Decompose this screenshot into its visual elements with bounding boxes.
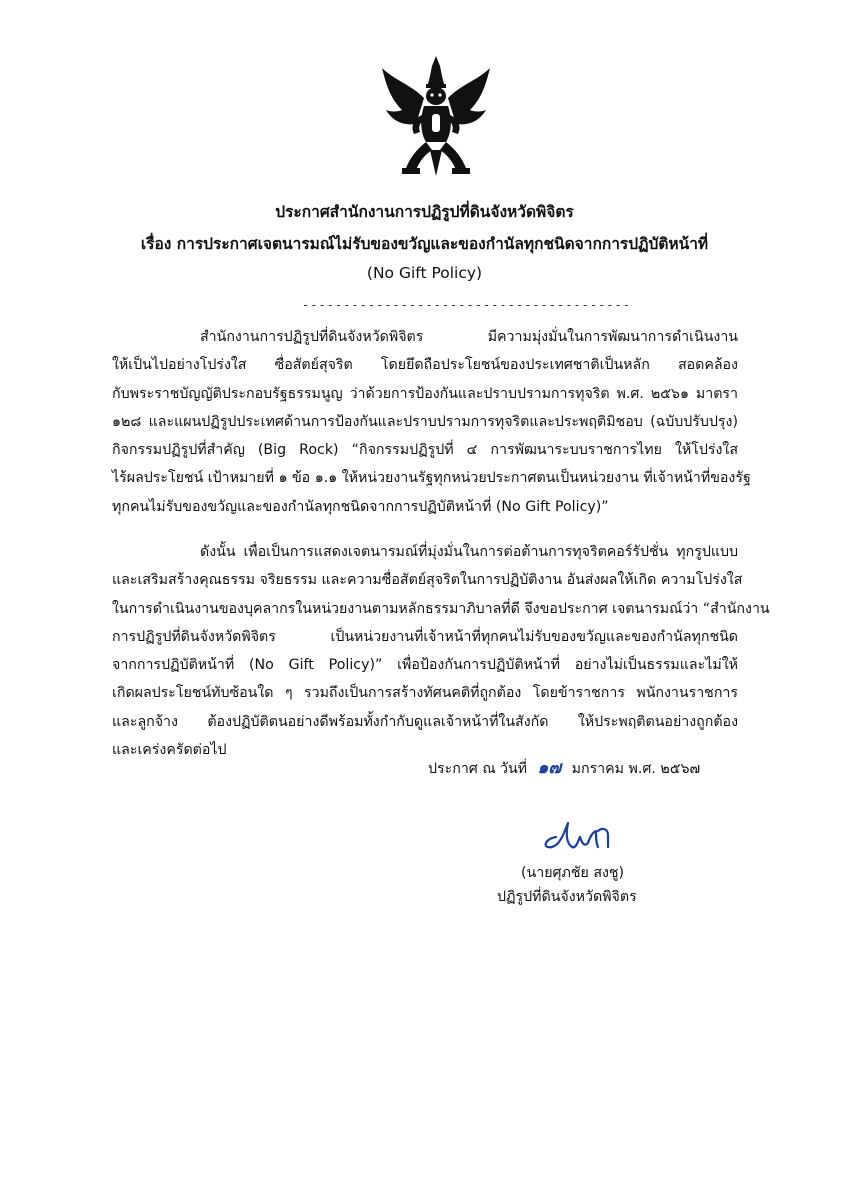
announcement-date — [428, 754, 700, 781]
paragraph-line: กิจกรรมปฏิรูปที่สำคัญ (Big Rock) “กิจกรรมปฏิรูปที่ ๔ การพัฒนาระบบราชการไทย ให้โปร่งใส — [112, 442, 738, 459]
paragraph-line: ไร้ผลประโยชน์ เป้าหมายที่ ๑ ข้อ ๑.๑ ให้หน่วยงานรัฐทุกหน่วยประกาศตนเป็นหน่วยงาน ที่เจ้าหน้าที่ของรัฐ — [112, 470, 751, 487]
paragraph-1 — [112, 323, 751, 521]
paragraph-2 — [112, 538, 770, 764]
policy-name: (No Gift Policy) — [366, 264, 483, 282]
signer-name: (นายศุภชัย สงชู) — [521, 865, 625, 881]
paragraph-line: กับพระราชบัญญัติประกอบรัฐธรรมนูญ ว่าด้วยการป้องกันและปราบปรามการทุจริต พ.ศ. ๒๕๖๑ มาตรา — [112, 385, 738, 402]
date-prefix: ประกาศ ณ วันที่ — [428, 761, 528, 777]
paragraph-line: ๑๒๘ และแผนปฏิรูปประเทศด้านการป้องกันและปราบปรามการทุจริตและประพฤติมิชอบ (ฉบับปรับปรุง) — [112, 413, 738, 430]
announcement-title: ประกาศสำนักงานการปฏิรูปที่ดินจังหวัดพิจิตร — [275, 203, 574, 221]
paragraph-line: การปฏิรูปที่ดินจังหวัดพิจิตร เป็นหน่วยงานที่เจ้าหน้าที่ทุกคนไม่รับของขวัญและของกำนัลทุกชนิด — [112, 628, 738, 645]
announcement-subject: เรื่อง การประกาศเจตนารมณ์ไม่รับของขวัญและของกำนัลทุกชนิดจากการปฏิบัติหน้าที่ — [140, 235, 709, 253]
divider-line: ---------------------------------------- — [302, 298, 631, 312]
paragraph-line: ทุกคนไม่รับของขวัญและของกำนัลทุกชนิดจากการปฏิบัติหน้าที่ (No Gift Policy)” — [112, 498, 609, 515]
paragraph-line: ในการดำเนินงานของบุคลากรในหน่วยงานตามหลักธรรมาภิบาลที่ดี จึงขอประกาศ เจตนารมณ์ว่า “สำนักงาน — [112, 600, 770, 617]
paragraph-line: และเคร่งครัดต่อไป — [112, 742, 227, 759]
signer-title: ปฏิรูปที่ดินจังหวัดพิจิตร — [497, 889, 637, 905]
paragraph-line: ดังนั้น เพื่อเป็นการแสดงเจตนารมณ์ที่มุ่งมั่นในการต่อต้านการทุจริตคอร์รัปชั่น ทุกรูปแบบ — [200, 544, 738, 560]
date-day: ๑๗ — [537, 758, 562, 778]
paragraph-line: ให้เป็นไปอย่างโปร่งใส ซื่อสัตย์สุจริต โดยยึดถือประโยชน์ของประเทศชาติเป็นหลัก สอดคล้อง — [112, 357, 738, 374]
date-month-year: มกราคม พ.ศ. ๒๕๖๗ — [571, 761, 701, 777]
paragraph-line: เกิดผลประโยชน์ทับซ้อนใด ๆ รวมถึงเป็นการสร้างทัศนคติที่ถูกต้อง โดยข้าราชการ พนักงานราชการ — [112, 685, 738, 702]
signature-icon — [538, 815, 628, 855]
garuda-emblem-icon — [380, 54, 492, 178]
paragraph-line: และลูกจ้าง ต้องปฏิบัติตนอย่างดีพร้อมทั้งกำกับดูแลเจ้าหน้าที่ในสังกัด ให้ประพฤติตนอย่างถูกต้อง — [112, 713, 738, 730]
paragraph-line: สำนักงานการปฏิรูปที่ดินจังหวัดพิจิตร มีความมุ่งมั่นในการพัฒนาการดำเนินงาน — [200, 329, 738, 345]
paragraph-line: จากการปฏิบัติหน้าที่ (No Gift Policy)” เพื่อป้องกันการปฏิบัติหน้าที่ อย่างไม่เป็นธรรมและไม่ให้ — [112, 657, 738, 674]
paragraph-line: และเสริมสร้างคุณธรรม จริยธรรม และความซื่อสัตย์สุจริตในการปฏิบัติงาน อันส่งผลให้เกิด ความโปร่งใส — [112, 572, 743, 589]
